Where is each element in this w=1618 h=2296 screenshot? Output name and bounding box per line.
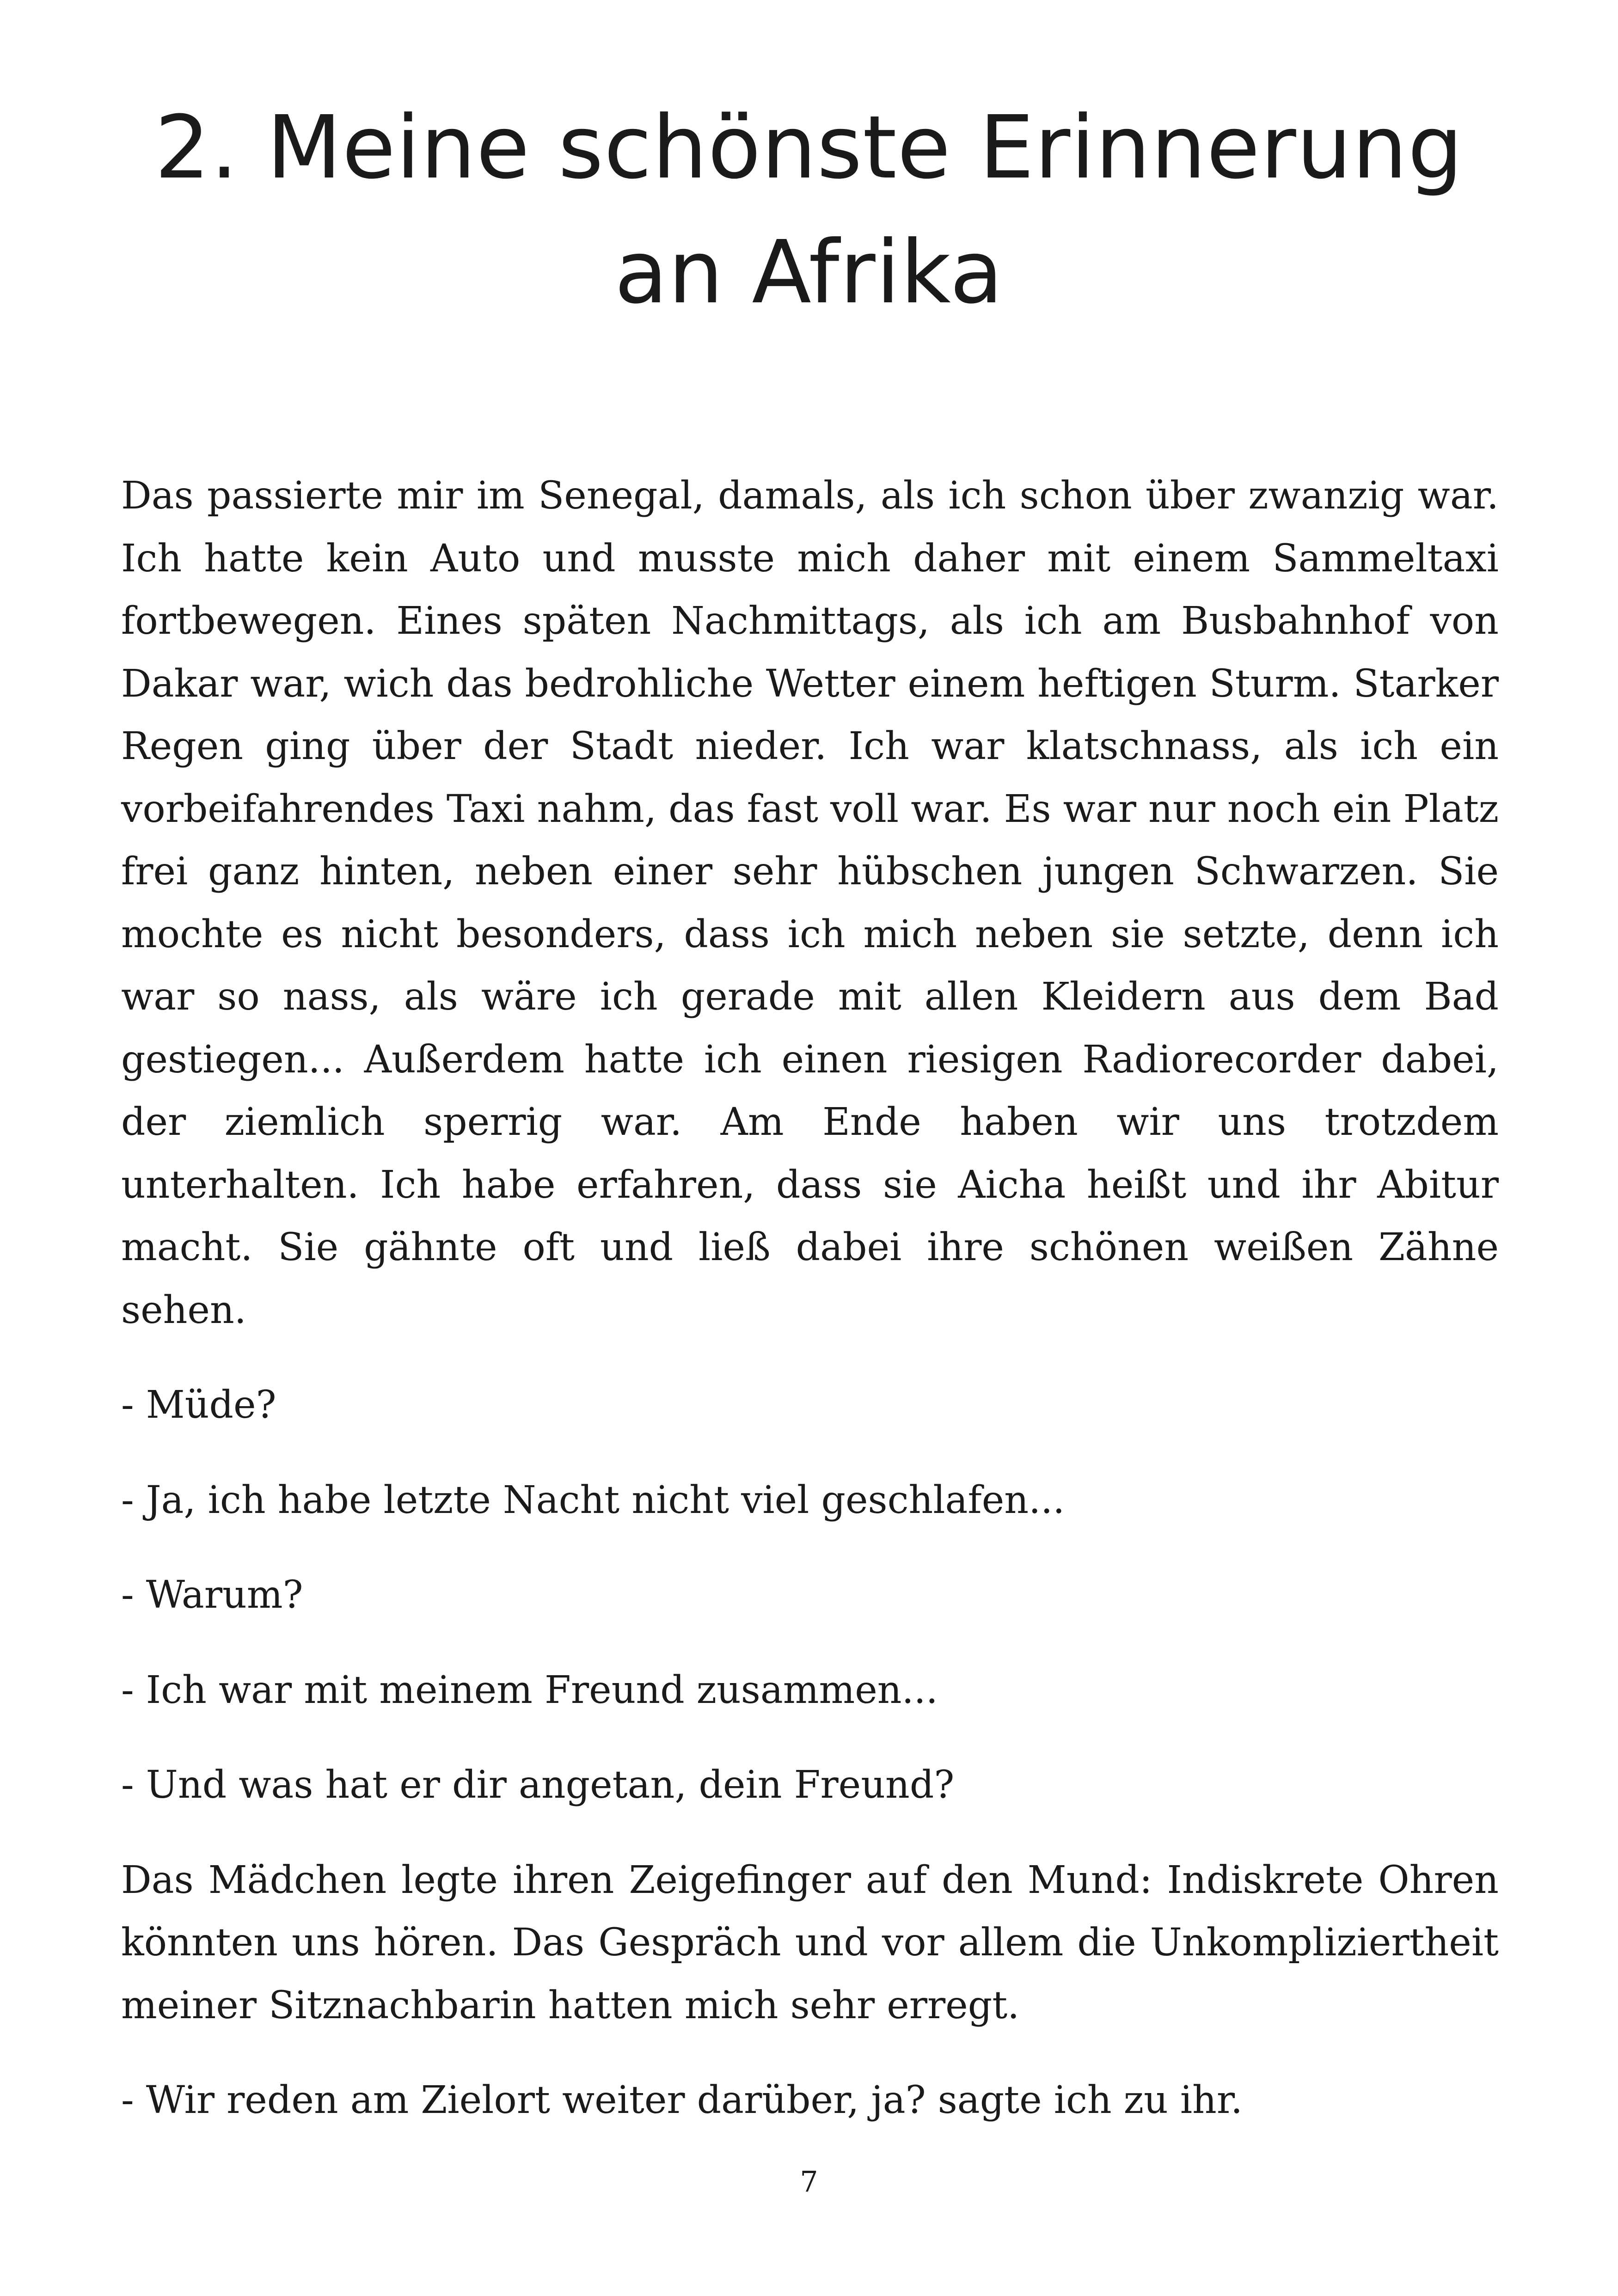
dialog-line: - Und was hat er dir angetan, dein Freund?: [121, 1763, 955, 1807]
dialog-line: - Wir reden am Zielort weiter darüber, ja? sagte ich zu ihr.: [121, 2078, 1243, 2122]
dialog-line: - Warum?: [121, 1573, 303, 1617]
chapter-title: [139, 86, 1479, 335]
dialog-line: - Müde?: [121, 1383, 276, 1427]
paragraph-narrative: Das passierte mir im Senegal, damals, als ich schon über zwanzig war. Ich hatte kein Auto und musste mich daher mit einem Sammeltaxi fortbewegen. Eines späten Nachmittags, als ich am Busbahnhof von Dakar war, wich das bedrohliche Wetter einem heftigen Sturm. Starker Regen ging über der Stadt nieder. Ich war klatschnass, als ich ein vorbeifahrendes Taxi nahm, das fast voll war. Es war nur noch ein Platz frei ganz hinten, neben einer sehr hübschen jungen Schwarzen. Sie mochte es nicht besonders, dass ich mich neben sie setzte, denn ich war so nass, als wäre ich gerade mit allen Kleidern aus dem Bad gestiegen... Außerdem hatte ich einen riesigen Radiorecorder dabei, der ziemlich sperrig war. Am Ende haben wir uns trotzdem unterhalten. Ich habe erfahren, dass sie Aicha heißt und ihr Abitur macht. Sie gähnte oft und ließ dabei ihre schönen weißen Zähne sehen.: [121, 474, 1499, 1332]
paragraph-narrative: Das Mädchen legte ihren Zeigefinger auf den Mund: Indiskrete Ohren könnten uns hören. Das Gespräch und vor allem die Unkompliziertheit meiner Sitznachbarin hatten mich sehr erregt.: [121, 1858, 1499, 2027]
page-number: 7: [800, 2165, 818, 2198]
chapter-title-line-2: an Afrika: [614, 222, 1004, 323]
dialog-line: - Ich war mit meinem Freund zusammen...: [121, 1668, 938, 1712]
chapter-title-line-1: 2. Meine schönste Erinnerung: [154, 97, 1464, 198]
dialog-line: - Ja, ich habe letzte Nacht nicht viel geschlafen...: [121, 1478, 1065, 1522]
chapter-body: [121, 465, 1499, 2164]
